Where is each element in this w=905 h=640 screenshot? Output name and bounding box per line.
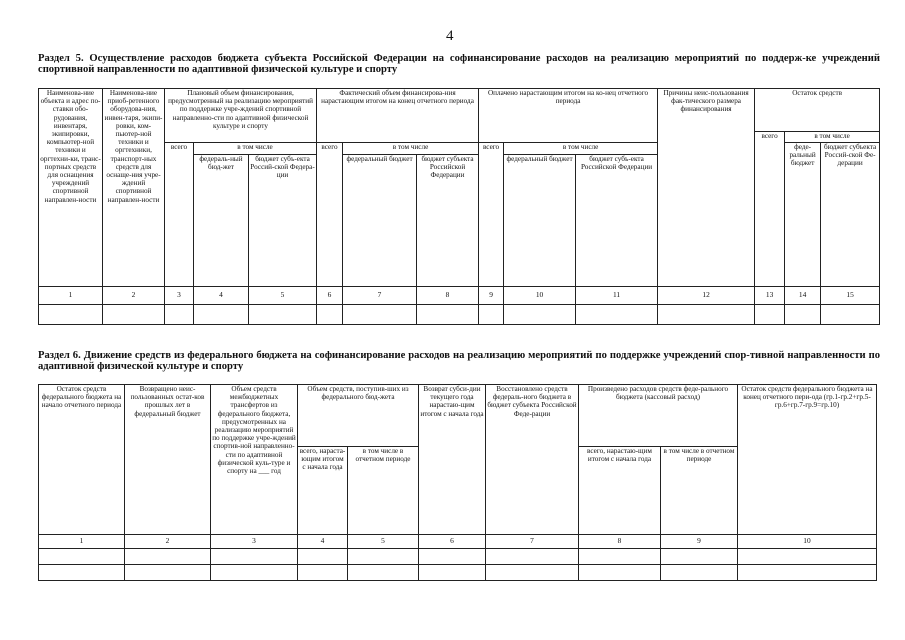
s5-header-planned: Плановый объем финансирования, предусмотренный на реализацию мероприятий по поддержке учре-ждений спортивной направленно-сти по адаптивной физической культуре и спорту	[165, 89, 317, 143]
section-5-table	[38, 88, 880, 325]
s5-data-row	[39, 305, 880, 325]
s5-data-cell[interactable]	[658, 305, 755, 325]
s5-col-num: 3	[165, 287, 194, 305]
s5-data-cell[interactable]	[249, 305, 317, 325]
s5-col-num: 5	[249, 287, 317, 305]
s6-data-cell[interactable]	[579, 565, 661, 581]
s5-actual-subject: бюджет субъекта Российской Федерации	[417, 155, 479, 287]
s6-data-cell[interactable]	[348, 549, 419, 565]
s5-planned-federal: федераль-ный бюд-жет	[194, 155, 249, 287]
s6-spent-total: всего, нарастаю-щим итогом с начала года	[579, 447, 661, 535]
s6-data-cell[interactable]	[39, 549, 125, 565]
s5-balance-subject: бюджет субъекта Россий-ской Фе-дерации	[821, 143, 880, 287]
section-6-table	[38, 384, 877, 581]
s6-data-cell[interactable]	[738, 549, 877, 565]
s6-data-cell[interactable]	[125, 549, 211, 565]
s6-data-cell[interactable]	[298, 549, 348, 565]
s5-data-cell[interactable]	[317, 305, 343, 325]
s5-header-paid: Оплачено нарастающим итогом на ко-нец отчетного периода	[479, 89, 658, 143]
s6-data-cell[interactable]	[661, 549, 738, 565]
s5-data-cell[interactable]	[417, 305, 479, 325]
s6-data-cell[interactable]	[348, 565, 419, 581]
s5-col-num: 9	[479, 287, 504, 305]
s6-received-total: всего, нараста-ющим итогом с начала года	[298, 447, 348, 535]
s6-header-restored: Восстановлено средств федераль-ного бюджета в бюджет субъекта Российской Феде-рации	[486, 385, 579, 535]
s6-spent-period: в том числе в отчетном периоде	[661, 447, 738, 535]
s6-data-cell[interactable]	[125, 565, 211, 581]
s6-col-num: 3	[211, 535, 298, 549]
s6-data-cell[interactable]	[419, 549, 486, 565]
s5-paid-federal: федеральный бюджет	[504, 155, 576, 287]
s6-col-num: 9	[661, 535, 738, 549]
s5-paid-subject: бюджет субъ-екта Российской Федерации	[576, 155, 658, 287]
s5-col-num: 7	[343, 287, 417, 305]
s5-actual-total: всего	[317, 143, 343, 287]
s5-data-cell[interactable]	[194, 305, 249, 325]
s5-actual-federal: федеральный бюджет	[343, 155, 417, 287]
s6-header-returned: Возвращено неис-пользованных остат-ков прошлых лет в федеральный бюджет	[125, 385, 211, 535]
s5-data-cell[interactable]	[39, 305, 103, 325]
s5-col-num: 14	[785, 287, 821, 305]
s6-header-subsidy-return: Возврат субси-дии текущего года нарастаю-щим итогом с начала года	[419, 385, 486, 535]
s5-header-equipment: Наименова-ние приоб-ретенного оборудова-ния, инвен-таря, экипи-ровки, ком-пьютер-ной техники и оргтехники, транспорт-ных средств для оснаще-ния учре-ждений спортивной направлен-ности	[103, 89, 165, 287]
s6-data-cell[interactable]	[298, 565, 348, 581]
s6-col-num: 1	[39, 535, 125, 549]
s5-header-actual: Фактический объем финансирова-ния нарастающим итогом на конец отчетного периода	[317, 89, 479, 143]
section-6-title: Раздел 6. Движение средств из федерального бюджета на софинансирование расходов на реализацию мероприятий по поддержке учреждений спор-тивной направленности по адаптивной физической культуре и спорту	[38, 350, 880, 372]
s6-data-cell[interactable]	[738, 565, 877, 581]
s6-col-num: 8	[579, 535, 661, 549]
s6-data-cell[interactable]	[419, 565, 486, 581]
s5-col-num: 4	[194, 287, 249, 305]
s5-data-cell[interactable]	[343, 305, 417, 325]
s5-data-cell[interactable]	[576, 305, 658, 325]
s5-data-cell[interactable]	[504, 305, 576, 325]
s5-balance-including: в том числе	[785, 132, 880, 143]
section-5-title: Раздел 5. Осуществление расходов бюджета субъекта Российской Федерации на софинансирование расходов на реализацию мероприятий по поддерж-ке учреждений спортивной направленности по адаптивной физической культуре и спорту	[38, 53, 880, 75]
s5-actual-including: в том числе	[343, 143, 479, 155]
s5-col-num: 2	[103, 287, 165, 305]
s6-col-num: 6	[419, 535, 486, 549]
s6-col-num: 10	[738, 535, 877, 549]
s6-data-cell[interactable]	[661, 565, 738, 581]
s5-data-cell[interactable]	[165, 305, 194, 325]
s5-col-num: 15	[821, 287, 880, 305]
s6-header-transfers: Объем средств межбюджетных трансфертов из федерального бюджета, предусмотренных на реализацию мероприятий по поддержке учре-ждений спортив-ной направленно-сти по адаптивной физической куль-туре и спорту на ___ год	[211, 385, 298, 535]
s5-planned-total: всего	[165, 143, 194, 287]
s6-data-row	[39, 549, 877, 565]
s6-data-cell[interactable]	[211, 565, 298, 581]
s6-col-num: 7	[486, 535, 579, 549]
s5-data-cell[interactable]	[755, 305, 785, 325]
s6-header-received: Объем средств, поступив-ших из федерального бюд-жета	[298, 385, 419, 447]
s6-data-cell[interactable]	[579, 549, 661, 565]
s5-data-cell[interactable]	[103, 305, 165, 325]
s6-col-num: 5	[348, 535, 419, 549]
s5-data-cell[interactable]	[479, 305, 504, 325]
s6-data-cell[interactable]	[486, 549, 579, 565]
s5-balance-total: всего	[755, 132, 785, 287]
s5-col-num: 10	[504, 287, 576, 305]
s5-header-reasons: Причины неис-пользования фак-тического размера финансирования	[658, 89, 755, 287]
s5-col-num: 11	[576, 287, 658, 305]
s6-data-row	[39, 565, 877, 581]
s5-col-num: 6	[317, 287, 343, 305]
s5-col-num: 1	[39, 287, 103, 305]
s5-paid-including: в том числе	[504, 143, 658, 155]
s5-col-num: 12	[658, 287, 755, 305]
s5-data-cell[interactable]	[821, 305, 880, 325]
s5-col-num: 13	[755, 287, 785, 305]
s6-col-num: 4	[298, 535, 348, 549]
page-number: 4	[446, 28, 454, 44]
s5-paid-total: всего	[479, 143, 504, 287]
s6-data-cell[interactable]	[486, 565, 579, 581]
s6-col-num: 2	[125, 535, 211, 549]
s6-header-end-balance: Остаток средств федерального бюджета на конец отчетного пери-ода (гр.1-гр.2+гр.5-гр.6+гр.7-гр.9=гр.10)	[738, 385, 877, 535]
s5-planned-including: в том числе	[194, 143, 317, 155]
s5-col-num: 8	[417, 287, 479, 305]
s5-balance-federal: феде-ральный бюджет	[785, 143, 821, 287]
s6-data-cell[interactable]	[39, 565, 125, 581]
s6-data-cell[interactable]	[211, 549, 298, 565]
s5-header-object: Наименова-ние объекта и адрес по-ставки обо-рудования, инвентаря, экипировки, компьютер-ной техники и оргтехни-ки, транс-портных средств для оснащения учреждений спортивной направлен-ности	[39, 89, 103, 287]
s5-data-cell[interactable]	[785, 305, 821, 325]
s6-received-period: в том числе в отчетном периоде	[348, 447, 419, 535]
s6-header-spent: Произведено расходов средств феде-рального бюджета (кассовый расход)	[579, 385, 738, 447]
s5-planned-subject: бюджет субъ-екта Россий-ской Федера-ции	[249, 155, 317, 287]
s5-header-balance: Остаток средств	[755, 89, 880, 132]
s6-header-start-balance: Остаток средств федерального бюджета на начало отчетного периода	[39, 385, 125, 535]
